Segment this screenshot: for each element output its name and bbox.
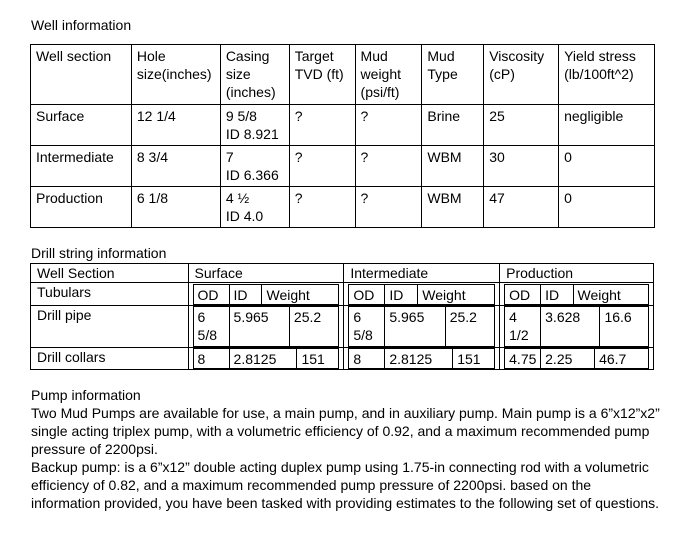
od-value: 8 — [193, 349, 229, 369]
header-cell: Mud weight (psi/ft) — [355, 45, 422, 105]
weight-value: 25.2 — [289, 307, 338, 347]
cell: ? — [289, 187, 355, 228]
cell: 12 1/4 — [131, 105, 220, 146]
pump-info-section — [31, 386, 661, 512]
cell: WBM — [422, 146, 484, 187]
cell — [188, 348, 344, 370]
value-table — [348, 306, 495, 347]
header-cell: Production — [500, 264, 654, 283]
casing-id: ID 6.366 — [225, 167, 279, 183]
sub-header-table — [348, 284, 495, 305]
weight-value: 46.7 — [595, 349, 649, 369]
header-cell: Hole size(inches) — [131, 45, 220, 105]
od-value: 6 5/8 — [349, 307, 385, 347]
cell: Drill collars — [31, 348, 189, 370]
header-cell: Mud Type — [422, 45, 484, 105]
id-value: 3.628 — [541, 307, 600, 347]
well-info-heading: Well information — [31, 17, 132, 33]
cell: ? — [355, 105, 422, 146]
header-cell: Casing size (inches) — [220, 45, 289, 105]
cell: Drill pipe — [31, 306, 189, 348]
casing-od: 4 ½ — [225, 190, 250, 206]
cell: 30 — [484, 146, 559, 187]
cell — [500, 283, 654, 306]
cell: Intermediate — [31, 146, 132, 187]
casing-id: ID 4.0 — [225, 208, 264, 224]
header-cell: Well Section — [31, 264, 189, 283]
cell — [188, 283, 344, 306]
sub-header-id: ID — [229, 285, 262, 305]
cell: 6 1/8 — [131, 187, 220, 228]
cell: 8 3/4 — [131, 146, 220, 187]
cell: Production — [31, 187, 132, 228]
value-table — [193, 306, 340, 347]
id-value: 2.25 — [541, 349, 595, 369]
weight-value: 16.6 — [600, 307, 649, 347]
header-cell: Yield stress (lb/100ft^2) — [559, 45, 655, 105]
header-cell: Viscosity (cP) — [484, 45, 559, 105]
cell — [220, 187, 289, 228]
cell — [500, 348, 654, 370]
cell: negligible — [559, 105, 655, 146]
sub-header-od: OD — [193, 285, 229, 305]
table-row — [31, 105, 655, 146]
cell: 47 — [484, 187, 559, 228]
od-value: 4 1/2 — [505, 307, 541, 347]
cell — [220, 146, 289, 187]
sub-header-table — [193, 284, 340, 305]
cell — [344, 283, 500, 306]
cell — [344, 306, 500, 348]
table-header-row — [31, 264, 654, 283]
id-value: 5.965 — [229, 307, 289, 347]
cell: 0 — [559, 187, 655, 228]
cell — [344, 348, 500, 370]
cell: ? — [289, 105, 355, 146]
pump-paragraph-backup: Backup pump: is a 6”x12” double acting duplex pump using 1.75-in connecting rod with a volumetric efficiency of 0.82, and a maximum recommended pump pressure of 2200psi. based on the information provided, you have been tasked with providing estimates to the following set of questions. — [31, 459, 660, 511]
cell: Brine — [422, 105, 484, 146]
table-row — [31, 283, 654, 306]
sub-header-weight: Weight — [573, 285, 649, 305]
header-cell: Intermediate — [344, 264, 500, 283]
well-info-table — [30, 44, 655, 228]
cell: ? — [289, 146, 355, 187]
cell: WBM — [422, 187, 484, 228]
weight-value: 25.2 — [445, 307, 494, 347]
header-cell: Well section — [31, 45, 132, 105]
cell: 0 — [559, 146, 655, 187]
sub-header-od: OD — [349, 285, 385, 305]
table-header-row — [31, 45, 655, 105]
table-row — [31, 306, 654, 348]
sub-header-id: ID — [541, 285, 573, 305]
cell — [188, 306, 344, 348]
cell: ? — [355, 187, 422, 228]
header-cell: Target TVD (ft) — [289, 45, 355, 105]
value-table — [193, 348, 340, 369]
cell: 25 — [484, 105, 559, 146]
weight-value: 151 — [297, 349, 339, 369]
casing-od: 9 5/8 — [225, 108, 257, 124]
od-value: 4.75 — [505, 349, 541, 369]
drill-string-heading: Drill string information — [31, 245, 167, 261]
table-row — [31, 348, 654, 370]
sub-header-weight: Weight — [262, 285, 339, 305]
cell: Surface — [31, 105, 132, 146]
value-table — [504, 306, 649, 347]
casing-id: ID 8.921 — [225, 126, 279, 142]
table-row — [31, 146, 655, 187]
id-value: 2.8125 — [385, 349, 453, 369]
sub-header-table — [504, 284, 649, 305]
table-row — [31, 187, 655, 228]
drill-string-table — [30, 263, 654, 370]
value-table — [348, 348, 495, 369]
od-value: 8 — [349, 349, 385, 369]
cell — [500, 306, 654, 348]
weight-value: 151 — [453, 349, 495, 369]
cell: ? — [355, 146, 422, 187]
cell — [220, 105, 289, 146]
od-value: 6 5/8 — [193, 307, 229, 347]
id-value: 2.8125 — [229, 349, 297, 369]
pump-paragraph-main: Two Mud Pumps are available for use, a main pump, and in auxiliary pump. Main pump is a 6”x12”x2” single acting triplex pump, with a volumetric efficiency of 0.92, and a maximum recommended pump pressure of 2200psi. — [31, 405, 660, 457]
pump-info-heading: Pump information — [31, 387, 141, 403]
header-cell: Surface — [188, 264, 344, 283]
sub-header-id: ID — [385, 285, 418, 305]
value-table — [504, 348, 649, 369]
sub-header-weight: Weight — [418, 285, 495, 305]
sub-header-od: OD — [505, 285, 541, 305]
cell: Tubulars — [31, 283, 189, 306]
id-value: 5.965 — [385, 307, 445, 347]
casing-od: 7 — [225, 149, 234, 165]
